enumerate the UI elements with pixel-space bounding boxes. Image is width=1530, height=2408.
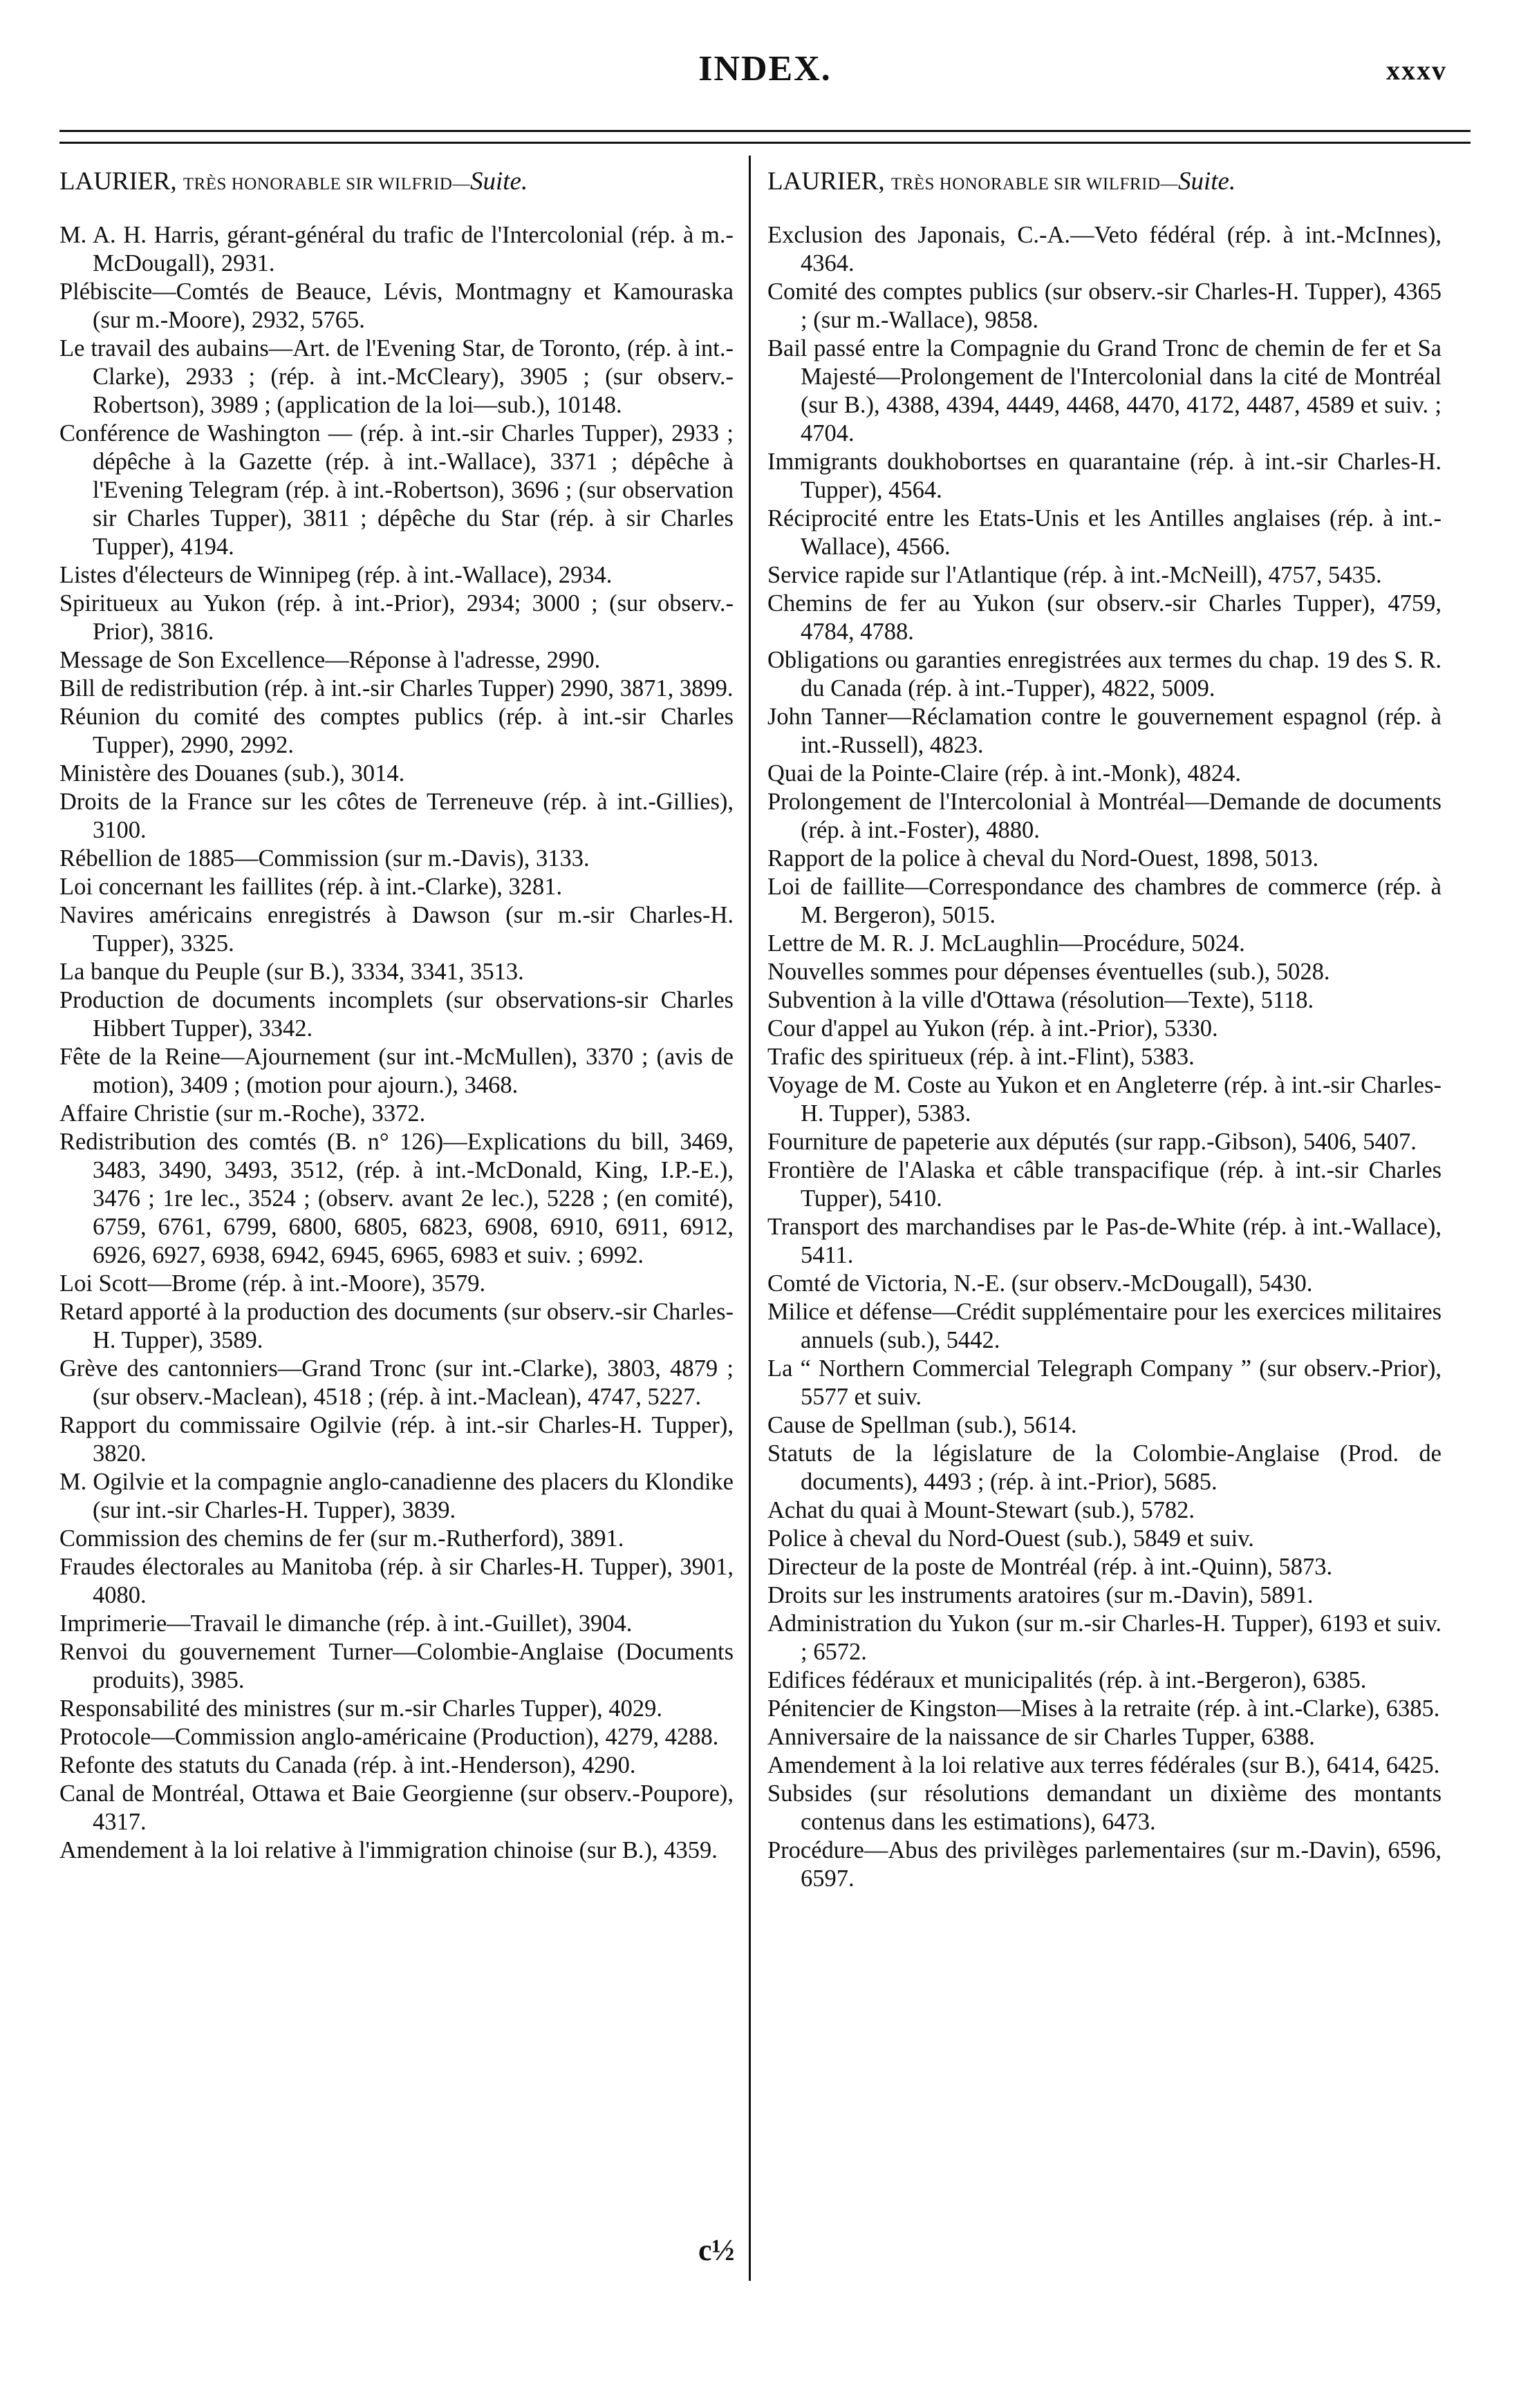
index-entry: Obligations ou garanties enregistrées aux termes du chap. 19 des S. R. du Canada (rép. à int.-Tupper), 4822, 5009.: [767, 647, 1442, 702]
header-rule-top: [59, 130, 1471, 132]
right-entry-list: [767, 221, 1442, 1893]
index-entry: Amendement à la loi relative à l'immigration chinoise (sur B.), 4359.: [59, 1837, 718, 1863]
index-entry: Comité des comptes publics (sur observ.-sir Charles-H. Tupper), 4365 ; (sur m.-Wallace), 9858.: [767, 279, 1442, 333]
index-entry: Réciprocité entre les Etats-Unis et les Antilles anglaises (rép. à int.-Wallace), 4566.: [767, 505, 1442, 560]
index-entry: Bill de redistribution (rép. à int.-sir Charles Tupper) 2990, 3871, 3899.: [59, 675, 734, 702]
index-entry: Fraudes électorales au Manitoba (rép. à sir Charles-H. Tupper), 3901, 4080.: [59, 1554, 734, 1608]
index-entry: Exclusion des Japonais, C.-A.—Veto fédéral (rép. à int.-McInnes), 4364.: [767, 222, 1442, 276]
index-entry: Pénitencier de Kingston—Mises à la retraite (rép. à int.-Clarke), 6385.: [767, 1695, 1440, 1722]
index-entry: Comté de Victoria, N.-E. (sur observ.-McDougall), 5430.: [767, 1270, 1313, 1297]
index-entry: Droits sur les instruments aratoires (sur m.-Davin), 5891.: [767, 1582, 1314, 1608]
index-entry: Responsabilité des ministres (sur m.-sir Charles Tupper), 4029.: [59, 1695, 663, 1722]
index-entry: Rapport du commissaire Ogilvie (rép. à int.-sir Charles-H. Tupper), 3820.: [59, 1412, 734, 1467]
index-entry: Ministère des Douanes (sub.), 3014.: [59, 760, 405, 787]
heading-title: TRÈS HONORABLE SIR WILFRID—: [183, 175, 470, 194]
index-entry: Droits de la France sur les côtes de Terreneuve (rép. à int.-Gillies), 3100.: [59, 789, 734, 843]
index-entry: Achat du quai à Mount-Stewart (sub.), 5782.: [767, 1497, 1195, 1523]
index-entry: Navires américains enregistrés à Dawson (sur m.-sir Charles-H. Tupper), 3325.: [59, 902, 734, 957]
index-entry: Rébellion de 1885—Commission (sur m.-Davis), 3133.: [59, 845, 590, 872]
column-divider: [749, 156, 751, 2281]
index-entry: M. Ogilvie et la compagnie anglo-canadienne des placers du Klondike (sur int.-sir Charles-H. Tupper), 3839.: [59, 1469, 734, 1523]
index-entry: Retard apporté à la production des documents (sur observ.-sir Charles-H. Tupper), 3589.: [59, 1299, 734, 1353]
heading-name: LAURIER,: [767, 167, 885, 196]
index-entry: Milice et défense—Crédit supplémentaire pour les exercices militaires annuels (sub.), 5442.: [767, 1299, 1442, 1353]
index-entry: Spiritueux au Yukon (rép. à int.-Prior), 2934; 3000 ; (sur observ.-Prior), 3816.: [59, 590, 734, 645]
index-entry: Rapport de la police à cheval du Nord-Ouest, 1898, 5013.: [767, 845, 1319, 872]
index-entry: Cause de Spellman (sub.), 5614.: [767, 1412, 1077, 1438]
index-entry: Frontière de l'Alaska et câble transpacifique (rép. à int.-sir Charles Tupper), 5410.: [767, 1157, 1442, 1212]
index-entry: Le travail des aubains—Art. de l'Evening Star, de Toronto, (rép. à int.-Clarke), 2933 ; (rép. à int.-McCleary), 3905 ; (sur observ.-Robertson), 3989 ; (application de la loi—sub.), 10148.: [59, 335, 734, 418]
index-entry: M. A. H. Harris, gérant-général du trafic de l'Intercolonial (rép. à m.-McDougall), 2931.: [59, 222, 734, 276]
index-entry: John Tanner—Réclamation contre le gouvernement espagnol (rép. à int.-Russell), 4823.: [767, 704, 1442, 758]
index-entry: Immigrants doukhobortses en quarantaine (rép. à int.-sir Charles-H. Tupper), 4564.: [767, 449, 1442, 503]
index-entry: Affaire Christie (sur m.-Roche), 3372.: [59, 1100, 426, 1127]
page-title: INDEX.: [698, 49, 832, 88]
index-entry: Service rapide sur l'Atlantique (rép. à int.-McNeill), 4757, 5435.: [767, 562, 1382, 588]
index-entry: Lettre de M. R. J. McLaughlin—Procédure, 5024.: [767, 930, 1245, 957]
index-entry: Refonte des statuts du Canada (rép. à int.-Henderson), 4290.: [59, 1752, 636, 1778]
index-entry: Administration du Yukon (sur m.-sir Charles-H. Tupper), 6193 et suiv. ; 6572.: [767, 1610, 1442, 1665]
index-entry: Edifices fédéraux et municipalités (rép. à int.-Bergeron), 6385.: [767, 1667, 1367, 1693]
index-entry: Redistribution des comtés (B. n° 126)—Explications du bill, 3469, 3483, 3490, 3493, 3512, (rép. à int.-McDonald, King, I.P.-E.), 3476 ; 1re lec., 3524 ; (observ. avant 2e lec.), 5228 ; (en comité), 6759, 6761, 6799, 6800, 6805, 6823, 6908, 6910, 6911, 6912, 6926, 6927, 6938, 6942, 6945, 6965, 6983 et suiv. ; 6992.: [59, 1129, 734, 1268]
index-entry: Transport des marchandises par le Pas-de-White (rép. à int.-Wallace), 5411.: [767, 1214, 1442, 1268]
index-entry: Commission des chemins de fer (sur m.-Rutherford), 3891.: [59, 1525, 624, 1552]
index-entry: Anniversaire de la naissance de sir Charles Tupper, 6388.: [767, 1724, 1315, 1750]
index-entry: Police à cheval du Nord-Ouest (sub.), 5849 et suiv.: [767, 1525, 1254, 1552]
right-column: [767, 166, 1442, 1893]
index-entry: Loi de faillite—Correspondance des chambres de commerce (rép. à M. Bergeron), 5015.: [767, 874, 1442, 928]
index-entry: Protocole—Commission anglo-américaine (Production), 4279, 4288.: [59, 1724, 719, 1750]
index-entry: Amendement à la loi relative aux terres fédérales (sur B.), 6414, 6425.: [767, 1752, 1440, 1778]
index-entry: Canal de Montréal, Ottawa et Baie Georgienne (sur observ.-Poupore), 4317.: [59, 1780, 734, 1835]
page-header: [0, 48, 1530, 104]
index-entry: Directeur de la poste de Montréal (rép. à int.-Quinn), 5873.: [767, 1554, 1333, 1580]
index-entry: Loi concernant les faillites (rép. à int.-Clarke), 3281.: [59, 874, 563, 900]
index-entry: Fête de la Reine—Ajournement (sur int.-McMullen), 3370 ; (avis de motion), 3409 ; (motion pour ajourn.), 3468.: [59, 1044, 734, 1098]
header-rule-bottom: [59, 142, 1471, 144]
index-entry: Message de Son Excellence—Réponse à l'adresse, 2990.: [59, 647, 601, 673]
heading-name: LAURIER,: [59, 167, 177, 196]
index-entry: Statuts de la législature de la Colombie-Anglaise (Prod. de documents), 4493 ; (rép. à int.-Prior), 5685.: [767, 1440, 1442, 1495]
index-entry: Cour d'appel au Yukon (rép. à int.-Prior), 5330.: [767, 1015, 1218, 1042]
index-entry: Quai de la Pointe-Claire (rép. à int.-Monk), 4824.: [767, 760, 1242, 787]
index-entry: Listes d'électeurs de Winnipeg (rép. à int.-Wallace), 2934.: [59, 562, 613, 588]
left-column-heading: [59, 166, 734, 200]
index-entry: La “ Northern Commercial Telegraph Company ” (sur observ.-Prior), 5577 et suiv.: [767, 1355, 1442, 1410]
index-entry: Bail passé entre la Compagnie du Grand Tronc de chemin de fer et Sa Majesté—Prolongement de l'Intercolonial dans la cité de Montréal (sur B.), 4388, 4394, 4449, 4468, 4470, 4172, 4487, 4589 et suiv. ; 4704.: [767, 335, 1442, 446]
signature-mark: c½: [698, 2233, 735, 2267]
index-entry: Trafic des spiritueux (rép. à int.-Flint), 5383.: [767, 1044, 1195, 1070]
index-entry: Conférence de Washington — (rép. à int.-sir Charles Tupper), 2933 ; dépêche à la Gazette (rép. à int.-Wallace), 3371 ; dépêche à l'Evening Telegram (rép. à int.-Robertson), 3696 ; (sur observation sir Charles Tupper), 3811 ; dépêche du Star (rép. à sir Charles Tupper), 4194.: [59, 420, 734, 560]
index-entry: Subsides (sur résolutions demandant un dixième des montants contenus dans les estimations), 6473.: [767, 1780, 1442, 1835]
index-entry: Chemins de fer au Yukon (sur observ.-sir Charles Tupper), 4759, 4784, 4788.: [767, 590, 1442, 645]
index-entry: Plébiscite—Comtés de Beauce, Lévis, Montmagny et Kamouraska (sur m.-Moore), 2932, 5765.: [59, 279, 734, 333]
index-entry: Nouvelles sommes pour dépenses éventuelles (sub.), 5028.: [767, 959, 1330, 985]
left-column: [59, 166, 734, 1865]
index-entry: Fourniture de papeterie aux députés (sur rapp.-Gibson), 5406, 5407.: [767, 1129, 1417, 1155]
index-entry: Renvoi du gouvernement Turner—Colombie-Anglaise (Documents produits), 3985.: [59, 1639, 734, 1693]
index-entry: Subvention à la ville d'Ottawa (résolution—Texte), 5118.: [767, 987, 1314, 1013]
heading-title: TRÈS HONORABLE SIR WILFRID—: [890, 175, 1178, 194]
index-entry: Réunion du comité des comptes publics (rép. à int.-sir Charles Tupper), 2990, 2992.: [59, 704, 734, 758]
heading-suffix: Suite.: [1177, 167, 1236, 196]
index-entry: Grève des cantonniers—Grand Tronc (sur int.-Clarke), 3803, 4879 ; (sur observ.-Maclean), 4518 ; (rép. à int.-Maclean), 4747, 5227.: [59, 1355, 734, 1410]
index-entry: Loi Scott—Brome (rép. à int.-Moore), 3579.: [59, 1270, 486, 1297]
heading-suffix: Suite.: [469, 167, 528, 196]
index-entry: La banque du Peuple (sur B.), 3334, 3341, 3513.: [59, 959, 524, 985]
index-entry: Prolongement de l'Intercolonial à Montréal—Demande de documents (rép. à int.-Foster), 4880.: [767, 789, 1442, 843]
left-entry-list: [59, 221, 734, 1865]
index-entry: Imprimerie—Travail le dimanche (rép. à int.-Guillet), 3904.: [59, 1610, 633, 1637]
index-entry: Voyage de M. Coste au Yukon et en Angleterre (rép. à int.-sir Charles-H. Tupper), 5383.: [767, 1072, 1442, 1127]
index-entry: Production de documents incomplets (sur observations-sir Charles Hibbert Tupper), 3342.: [59, 987, 734, 1042]
right-column-heading: [767, 166, 1442, 200]
index-entry: Procédure—Abus des privilèges parlementaires (sur m.-Davin), 6596, 6597.: [767, 1837, 1442, 1892]
page-number: xxxv: [1386, 55, 1447, 86]
